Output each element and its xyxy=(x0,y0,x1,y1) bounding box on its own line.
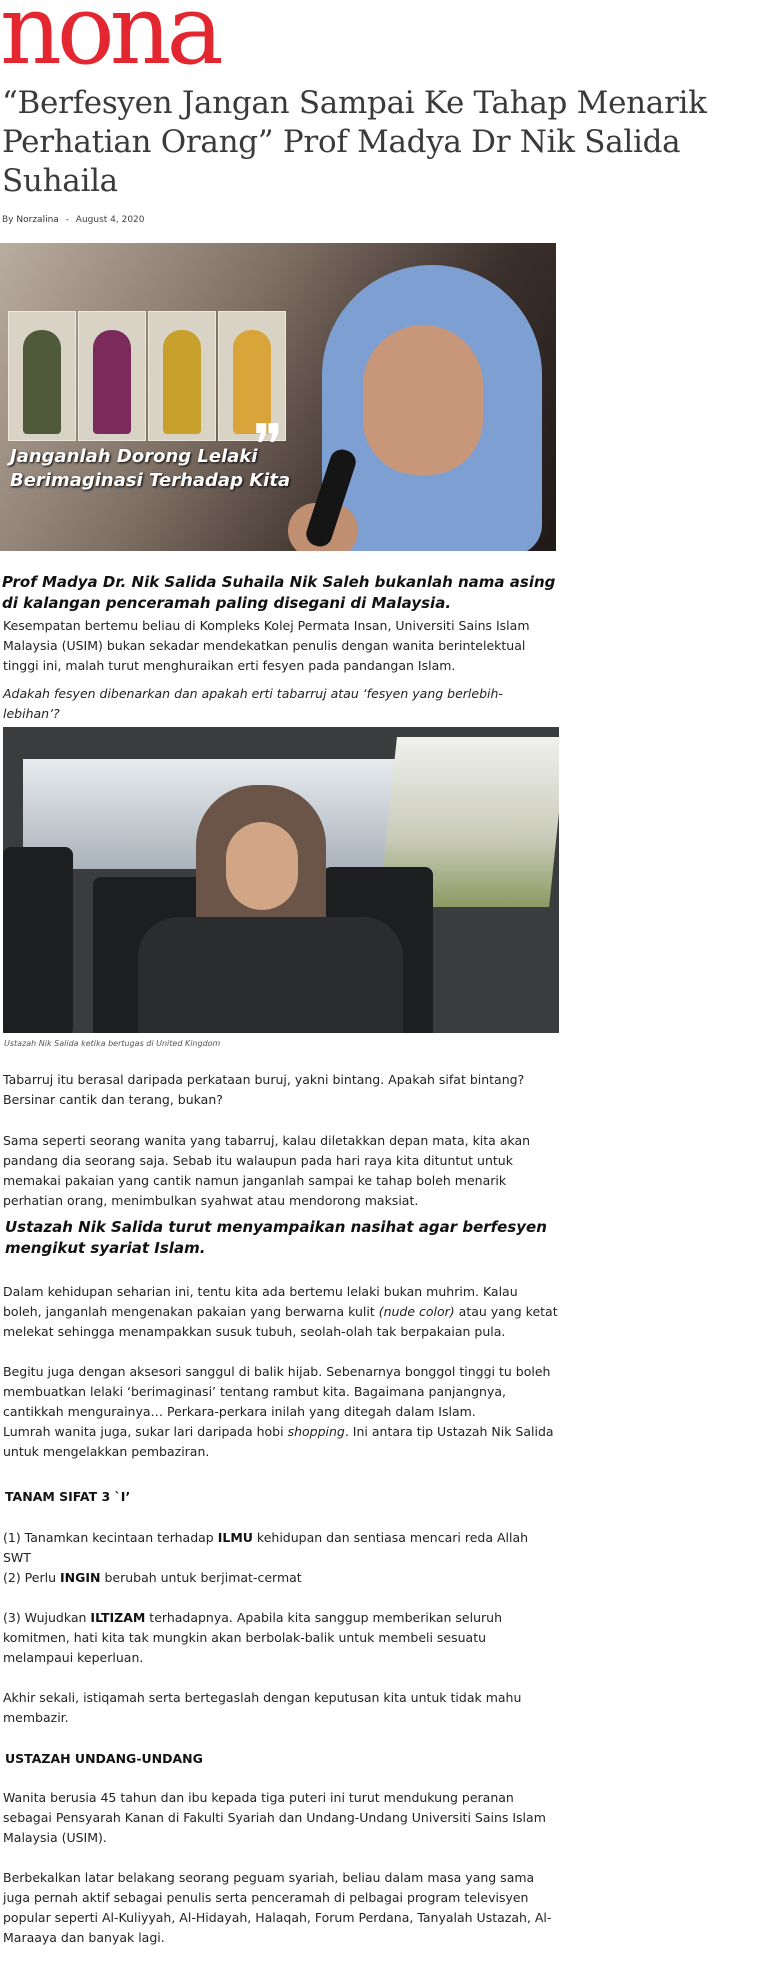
tip-2-text-2: berubah untuk berjimat-cermat xyxy=(100,1570,302,1585)
dalam-emphasis: (nude color) xyxy=(378,1304,455,1319)
tip-2-keyword: INGIN xyxy=(59,1570,101,1585)
photo-caption: Ustazah Nik Salida ketika bertugas di United Kingdom xyxy=(4,1039,221,1048)
lead-paragraph: Prof Madya Dr. Nik Salida Suhaila Nik Saleh bukanlah nama asing di kalangan penceramah paling disegani di Malaysia. xyxy=(2,573,556,612)
author-link[interactable]: Norzalina xyxy=(16,215,59,225)
section-heading-ustazah: USTAZAH UNDANG-UNDANG xyxy=(5,1751,203,1766)
dalam-text-2: atau yang ketat melekat sehingga menampakkan susuk tubuh, seolah-olah tak berpakaian pula. xyxy=(3,1304,558,1339)
sama-paragraph: Sama seperti seorang wanita yang tabarruj, kalau diletakkan depan mata, kita akan pandang dia seorang saja. Sebab itu walaupun pada hari raya kita dituntut untuk memakai pakaian yang cantik namun janganlah sampai ke tahap boleh menarik perhatian orang, menimbulkan syahwat atau mendorong maksiat. xyxy=(3,1133,531,1208)
hero-image xyxy=(0,243,556,551)
wanita-paragraph: Wanita berusia 45 tahun dan ibu kepada tiga puteri ini turut mendukung peranan sebagai Pensyarah Kanan di Fakulti Syariah dan Undang-Undang Universiti Sains Islam Malaysia (USIM). xyxy=(3,1790,546,1845)
tip-3-text-2: terhadapnya. Apabila kita sanggup memberikan seluruh komitmen, hati kita tak mungkin akan berbolak-balik untuk membeli sesuatu melampaui keperluan. xyxy=(3,1610,502,1665)
woman-face xyxy=(363,325,483,475)
tip-1-text-2: kehidupan dan sentiasa mencari reda Allah SWT xyxy=(3,1530,529,1565)
berbekal-paragraph: Berbekalkan latar belakang seorang peguam syariah, beliau dalam masa yang sama juga pernah aktif sebagai penulis serta penceramah di pelbagai program televisyen popular seperti Al-Kuliyyah, Al-Hidayah, Halaqah, Forum Perdana, Tanyalah Ustazah, Al-Maraaya dan banyak lagi. xyxy=(3,1870,552,1945)
lumrah-paragraph xyxy=(3,1422,558,1462)
hero-overlay-text: Janganlah Dorong Lelaki Berimaginasi Terhadap Kita xyxy=(10,446,291,491)
meta-separator: - xyxy=(65,215,69,225)
begitu-paragraph: Begitu juga dengan aksesori sanggul di balik hijab. Sebenarnya bonggol tinggi tu boleh membuatkan lelaki ‘berimaginasi’ tentang rambut kita. Bagaimana panjangnya, cantikkah mengurainya… Perkara-perkara inilah yang ditegah dalam Islam. xyxy=(3,1364,551,1419)
section-heading-tanam: TANAM SIFAT 3 `I’ xyxy=(5,1489,131,1504)
fashion-card-3 xyxy=(148,311,216,441)
photo-ustazah-car xyxy=(3,727,559,1033)
dalam-paragraph xyxy=(3,1282,558,1342)
akhir-paragraph: Akhir sekali, istiqamah serta bertegaslah dengan keputusan kita untuk tidak mahu membazir. xyxy=(3,1690,522,1725)
article-title: “Berfesyen Jangan Sampai Ke Tahap Menarik Perhatian Orang” Prof Madya Dr Nik Salida Suhaila xyxy=(2,85,707,199)
article-meta xyxy=(2,215,145,225)
lumrah-emphasis: shopping xyxy=(287,1424,345,1439)
intro-paragraph: Kesempatan bertemu beliau di Kompleks Kolej Permata Insan, Universiti Sains Islam Malaysia (USIM) bukan sekadar mendekatkan penulis dengan wanita berintelektual tinggi ini, malah turut menghuraikan erti fesyen pada pandangan Islam. xyxy=(3,618,530,673)
tip-1-text-1: (1) Tanamkan kecintaan terhadap xyxy=(3,1530,218,1545)
lumrah-text-1: Lumrah wanita juga, sukar lari daripada hobi xyxy=(3,1424,288,1439)
fashion-card-2 xyxy=(78,311,146,441)
byline-prefix: By xyxy=(2,215,14,225)
tip-3 xyxy=(3,1608,558,1668)
tip-3-text-1: (3) Wujudkan xyxy=(3,1610,91,1625)
site-logo[interactable]: nona xyxy=(0,0,219,86)
tip-1 xyxy=(3,1528,558,1568)
car-seat-left xyxy=(3,847,73,1033)
tip-3-keyword: ILTIZAM xyxy=(90,1610,146,1625)
publish-date: August 4, 2020 xyxy=(75,215,145,225)
woman-face xyxy=(226,822,298,910)
lumrah-text-2: . Ini antara tip Ustazah Nik Salida untuk mengelakkan pembaziran. xyxy=(3,1424,554,1459)
tip-2-text-1: (2) Perlu xyxy=(3,1570,60,1585)
tabarruj-paragraph: Tabarruj itu berasal daripada perkataan buruj, yakni bintang. Apakah sifat bintang? Bersinar cantik dan terang, bukan? xyxy=(3,1072,525,1107)
fashion-card-1 xyxy=(8,311,76,441)
tip-1-keyword: ILMU xyxy=(217,1530,253,1545)
subheading: Ustazah Nik Salida turut menyampaikan nasihat agar berfesyen mengikut syariat Islam. xyxy=(5,1218,547,1257)
woman-coat xyxy=(138,917,403,1033)
dalam-text-1: Dalam kehidupan seharian ini, tentu kita ada bertemu lelaki bukan muhrim. Kalau boleh, janganlah mengenakan pakaian yang berwarna kulit xyxy=(3,1284,518,1319)
question-paragraph: Adakah fesyen dibenarkan dan apakah erti tabarruj atau ‘fesyen yang berlebih-lebihan’? xyxy=(3,686,503,721)
tip-2 xyxy=(3,1568,558,1588)
quote-mark-icon: ❞ xyxy=(253,413,284,478)
